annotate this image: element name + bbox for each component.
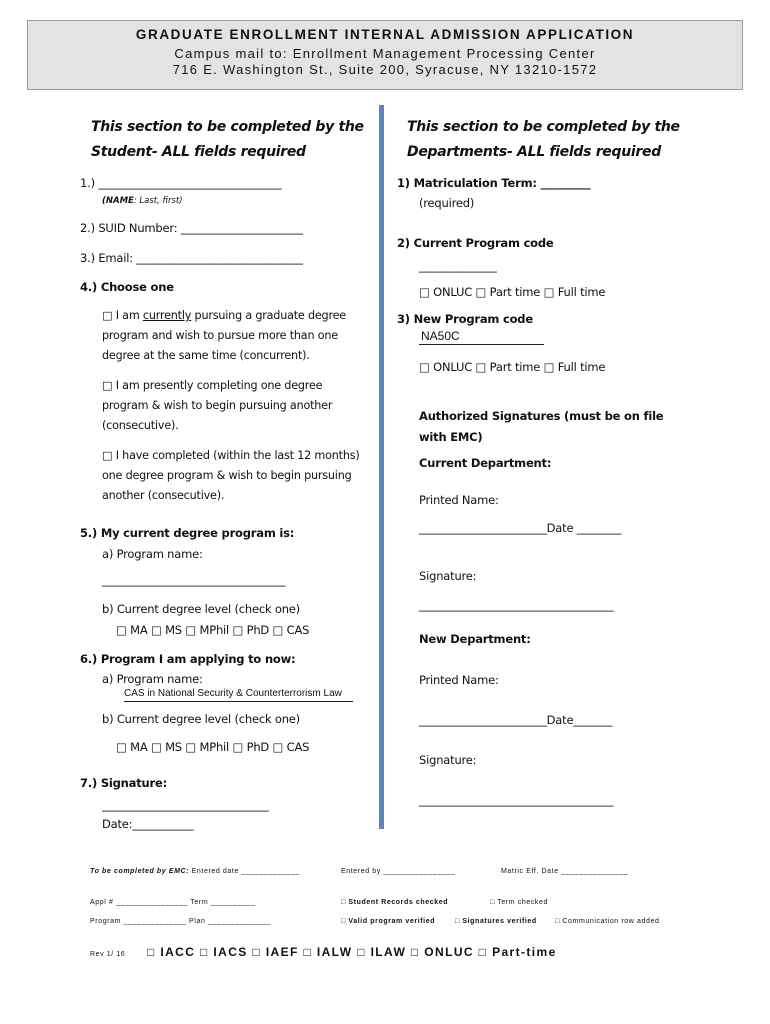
new-degree-level-options[interactable]: □ MA □ MS □ MPhil □ PhD □ CAS: [116, 740, 310, 754]
entered-by-field[interactable]: Entered by ________________: [341, 868, 456, 875]
current-department-label: Current Department:: [419, 456, 552, 470]
printed-name-label-current: Printed Name:: [419, 493, 499, 507]
choose-one-label: 4.) Choose one: [80, 280, 174, 294]
current-degree-level-label: b) Current degree level (check one): [102, 602, 300, 616]
applying-program-name-value[interactable]: CAS in National Security & Counterterrorism Law: [124, 688, 353, 702]
new-department-label: New Department:: [419, 632, 531, 646]
campus-mail-line: Campus mail to: Enrollment Management Processing Center: [174, 46, 596, 61]
current-program-code-label: 2) Current Program code: [397, 236, 554, 250]
column-divider: [379, 105, 384, 829]
date-field[interactable]: Date:___________: [102, 817, 194, 831]
new-degree-level-label: b) Current degree level (check one): [102, 712, 300, 726]
current-program-label: 5.) My current degree program is:: [80, 526, 295, 540]
suid-number-field[interactable]: 2.) SUID Number: ______________________: [80, 221, 303, 235]
current-program-name-label: a) Program name:: [102, 547, 203, 561]
department-section-heading: This section to be completed by the Departments- ALL fields required: [407, 119, 680, 160]
current-program-code-field[interactable]: ______________: [419, 259, 497, 273]
appl-term-field[interactable]: Appl # ________________ Term __________: [90, 899, 256, 906]
new-program-options[interactable]: □ ONLUC □ Part time □ Full time: [419, 360, 606, 374]
student-section-heading: This section to be completed by the Student- ALL fields required: [91, 119, 364, 160]
new-program-code-label: 3) New Program code: [397, 312, 533, 326]
option-consecutive-completed[interactable]: □ I have completed (within the last 12 months) one degree program & wish to begin pursuing another (consecutive).: [102, 449, 360, 502]
applying-program-label: 6.) Program I am applying to now:: [80, 652, 296, 666]
student-records-checkbox[interactable]: □ Student Records checked: [341, 899, 449, 906]
form-title: GRADUATE ENROLLMENT INTERNAL ADMISSION APPLICATION: [135, 27, 635, 42]
matric-eff-date-field[interactable]: Matric Eff. Date _______________: [501, 868, 629, 875]
signature-label-current: Signature:: [419, 569, 477, 583]
form-header: [27, 20, 743, 90]
term-checked-checkbox[interactable]: □ Term checked: [490, 899, 549, 906]
printed-name-date-new[interactable]: _______________________Date_______: [419, 713, 613, 727]
email-field[interactable]: 3.) Email: ______________________________: [80, 251, 303, 265]
printed-name-date-current[interactable]: _______________________Date ________: [419, 521, 622, 535]
revision-label: Rev 1/ 16: [90, 951, 126, 958]
valid-program-checkbox[interactable]: □ Valid program verified: [341, 918, 436, 925]
signature-field-new[interactable]: ___________________________________: [419, 793, 614, 807]
signature-label-new: Signature:: [419, 753, 477, 767]
current-degree-level-options[interactable]: □ MA □ MS □ MPhil □ PhD □ CAS: [116, 623, 310, 637]
option-concurrent[interactable]: □ I am currently pursuing a graduate degree program and wish to pursue more than one degree at the same time (concurrent).: [102, 309, 346, 362]
emc-entered-row: To be completed by EMC: Entered date _____________: [90, 868, 300, 875]
signatures-verified-checkbox[interactable]: □ Signatures verified: [455, 918, 537, 925]
applying-program-name-label: a) Program name:: [102, 672, 203, 686]
matriculation-term-field[interactable]: 1) Matriculation Term: _________: [397, 176, 591, 190]
signature-label: 7.) Signature:: [80, 776, 167, 790]
signature-field-current[interactable]: ___________________________________: [419, 598, 614, 612]
signature-field[interactable]: ______________________________: [102, 798, 269, 812]
printed-name-label-new: Printed Name:: [419, 673, 499, 687]
program-plan-field[interactable]: Program ______________ Plan ______________: [90, 918, 271, 925]
address-line: 716 E. Washington St., Suite 200, Syracuse, NY 13210-1572: [172, 62, 598, 77]
new-program-code-value[interactable]: NA50C: [419, 329, 544, 345]
option-consecutive-current[interactable]: □ I am presently completing one degree program & wish to begin pursuing another (consecutive).: [102, 379, 333, 432]
current-program-name-field[interactable]: _________________________________: [102, 573, 286, 587]
program-code-checkboxes[interactable]: □ IACC □ IACS □ IAEF □ IALW □ ILAW □ ONLUC □ Part-time: [147, 945, 557, 959]
communication-row-checkbox[interactable]: □ Communication row added: [555, 918, 660, 925]
authorized-signatures-label: Authorized Signatures (must be on file with EMC): [419, 409, 664, 444]
name-field[interactable]: 1.) _________________________________: [80, 176, 282, 190]
current-program-options[interactable]: □ ONLUC □ Part time □ Full time: [419, 285, 606, 299]
matriculation-required-note: (required): [419, 196, 475, 210]
name-hint: (NAME: Last, first): [102, 196, 183, 206]
